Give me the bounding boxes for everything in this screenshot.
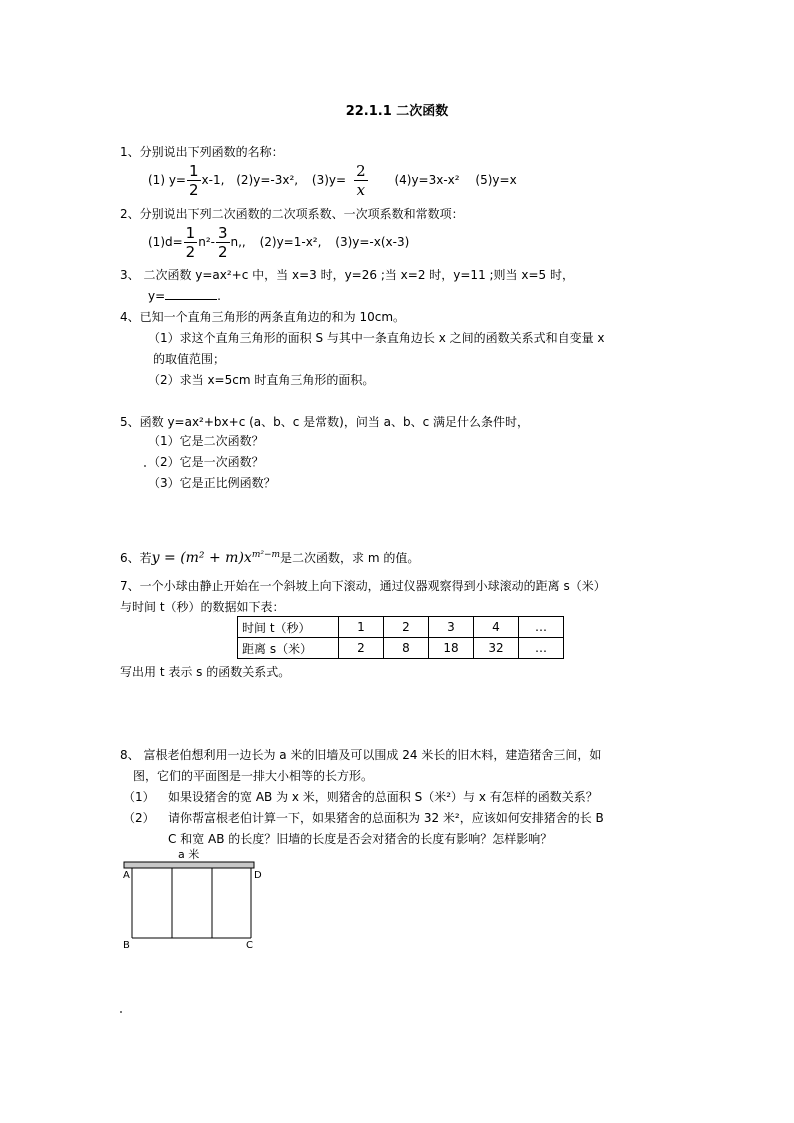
q3-answer-suffix: . xyxy=(217,289,221,303)
q2-f2: (2)y=1-x², xyxy=(259,235,322,249)
q7-line2: 与时间 t（秒）的数据如下表： xyxy=(120,600,285,614)
table-cell: 2 xyxy=(384,617,429,638)
table-cell: … xyxy=(519,617,564,638)
q2-f1-fraction-1: $\frac{1}{2}$ xyxy=(185,224,196,261)
q1-f1-suffix: x-1, xyxy=(201,173,225,187)
q8-sub1-text: 如果设猪舍的宽 AB 为 x 米，则猪舍的总面积 S（米²）与 x 有怎样的函数关系？ xyxy=(168,790,598,804)
q1-f1-fraction: $\frac{1}{2}$ xyxy=(188,162,199,199)
table-cell: 8 xyxy=(384,638,429,659)
q2-functions xyxy=(148,222,409,262)
q6-paren: (m² + m) xyxy=(180,550,244,566)
table-cell: 18 xyxy=(429,638,474,659)
q5-line2: （1）它是二次函数？ xyxy=(148,434,264,448)
table-row xyxy=(238,638,564,659)
q4-line3: 的取值范围； xyxy=(153,352,226,366)
q8-line2: 图，它们的平面图是一排大小相等的长方形。 xyxy=(133,769,374,783)
q8-sub1-label: （1） xyxy=(123,790,155,804)
q4-line1: 4、已知一个直角三角形的两条直角边的和为 10cm。 xyxy=(120,310,406,324)
q2-f1-prefix: (1)d= xyxy=(148,235,183,249)
q8-sub2-text: 请你帮富根老伯计算一下，如果猪舍的总面积为 32 米²，应该如何安排猪舍的长 B xyxy=(168,811,604,825)
q6-suffix: 是二次函数，求 m 的值。 xyxy=(280,551,420,565)
q8-line1: 8、 富根老伯想利用一边长为 a 米的旧墙及可以围成 24 米长的旧木料，建造猪舍三间，如 xyxy=(120,748,602,762)
q4-line4: （2）求当 x=5cm 时直角三角形的面积。 xyxy=(148,373,375,387)
table-cell: … xyxy=(519,638,564,659)
q2-prompt: 2、分别说出下列二次函数的二次项系数、一次项系数和常数项： xyxy=(120,207,464,221)
point-a-label: A xyxy=(123,870,130,881)
table-cell: 距离 s（米） xyxy=(238,638,339,659)
page-title: 22.1.1 二次函数 xyxy=(345,104,449,119)
q5-line1: 5、函数 y=ax²+bx+c (a、b、c 是常数)，问当 a、b、c 满足什么条件时， xyxy=(120,415,530,429)
q1-f4: (4)y=3x-x² xyxy=(394,173,460,187)
q2-f1-fraction-2: $\frac{3}{2}$ xyxy=(217,224,228,261)
q1-functions xyxy=(148,160,517,200)
q6-line xyxy=(120,540,419,573)
wall-label: a 米 xyxy=(178,848,200,861)
table-cell: 1 xyxy=(339,617,384,638)
table-cell: 2 xyxy=(339,638,384,659)
table-cell: 32 xyxy=(474,638,519,659)
q6-x: x xyxy=(243,550,252,566)
stray-dot xyxy=(144,465,146,467)
table-row xyxy=(238,617,564,638)
q2-f3: (3)y=-x(x-3) xyxy=(335,235,410,249)
point-d-label: D xyxy=(254,870,262,881)
q1-f5: (5)y=x xyxy=(475,173,517,187)
q8-sub2-label: （2） xyxy=(123,811,155,825)
q1-f2: (2)y=-3x², xyxy=(236,173,299,187)
q1-f3-prefix: (3)y= xyxy=(311,173,347,187)
q3-answer-blank[interactable] xyxy=(165,287,217,300)
pig-shed-figure xyxy=(118,844,278,956)
q3-line1: 3、 二次函数 y=ax²+c 中，当 x=3 时，y=26 ;当 x=2 时，y=11 ;则当 x=5 时， xyxy=(120,268,574,282)
q2-f1-mid: n²- xyxy=(198,235,215,249)
stray-dot xyxy=(120,1011,122,1013)
q1-f1-prefix: (1) y= xyxy=(148,173,186,187)
q8-sub2-continuation: C 和宽 AB 的长度？旧墙的长度是否会对猪舍的长度有影响？怎样影响？ xyxy=(168,832,553,846)
point-b-label: B xyxy=(123,940,130,951)
point-c-label: C xyxy=(246,940,253,951)
q4-line2: （1）求这个直角三角形的面积 S 与其中一条直角边长 x 之间的函数关系式和自变量 x xyxy=(148,331,605,345)
q7-data-table xyxy=(237,616,564,659)
q6-prefix: 6、若 xyxy=(120,551,152,565)
old-wall xyxy=(124,862,254,868)
table-cell: 时间 t（秒） xyxy=(238,617,339,638)
q3-answer-prefix: y= xyxy=(148,289,166,303)
q2-f1-suffix: n,, xyxy=(230,235,246,249)
q7-line1: 7、一个小球由静止开始在一个斜坡上向下滚动，通过仪器观察得到小球滚动的距离 s（米） xyxy=(120,579,606,593)
q7-line3: 写出用 t 表示 s 的函数关系式。 xyxy=(120,665,291,679)
q1-prompt: 1、分别说出下列函数的名称： xyxy=(120,145,284,159)
q6-y-eq: y = xyxy=(151,550,181,566)
q5-line4: （3）它是正比例函数？ xyxy=(148,476,276,490)
table-cell: 3 xyxy=(429,617,474,638)
table-cell: 4 xyxy=(474,617,519,638)
q6-exponent: m²−m xyxy=(251,550,281,560)
q3-line2 xyxy=(148,287,221,303)
q1-f3-fraction: $\frac{2}{x}$ xyxy=(356,162,366,199)
q5-line3: （2）它是一次函数？ xyxy=(148,455,264,469)
